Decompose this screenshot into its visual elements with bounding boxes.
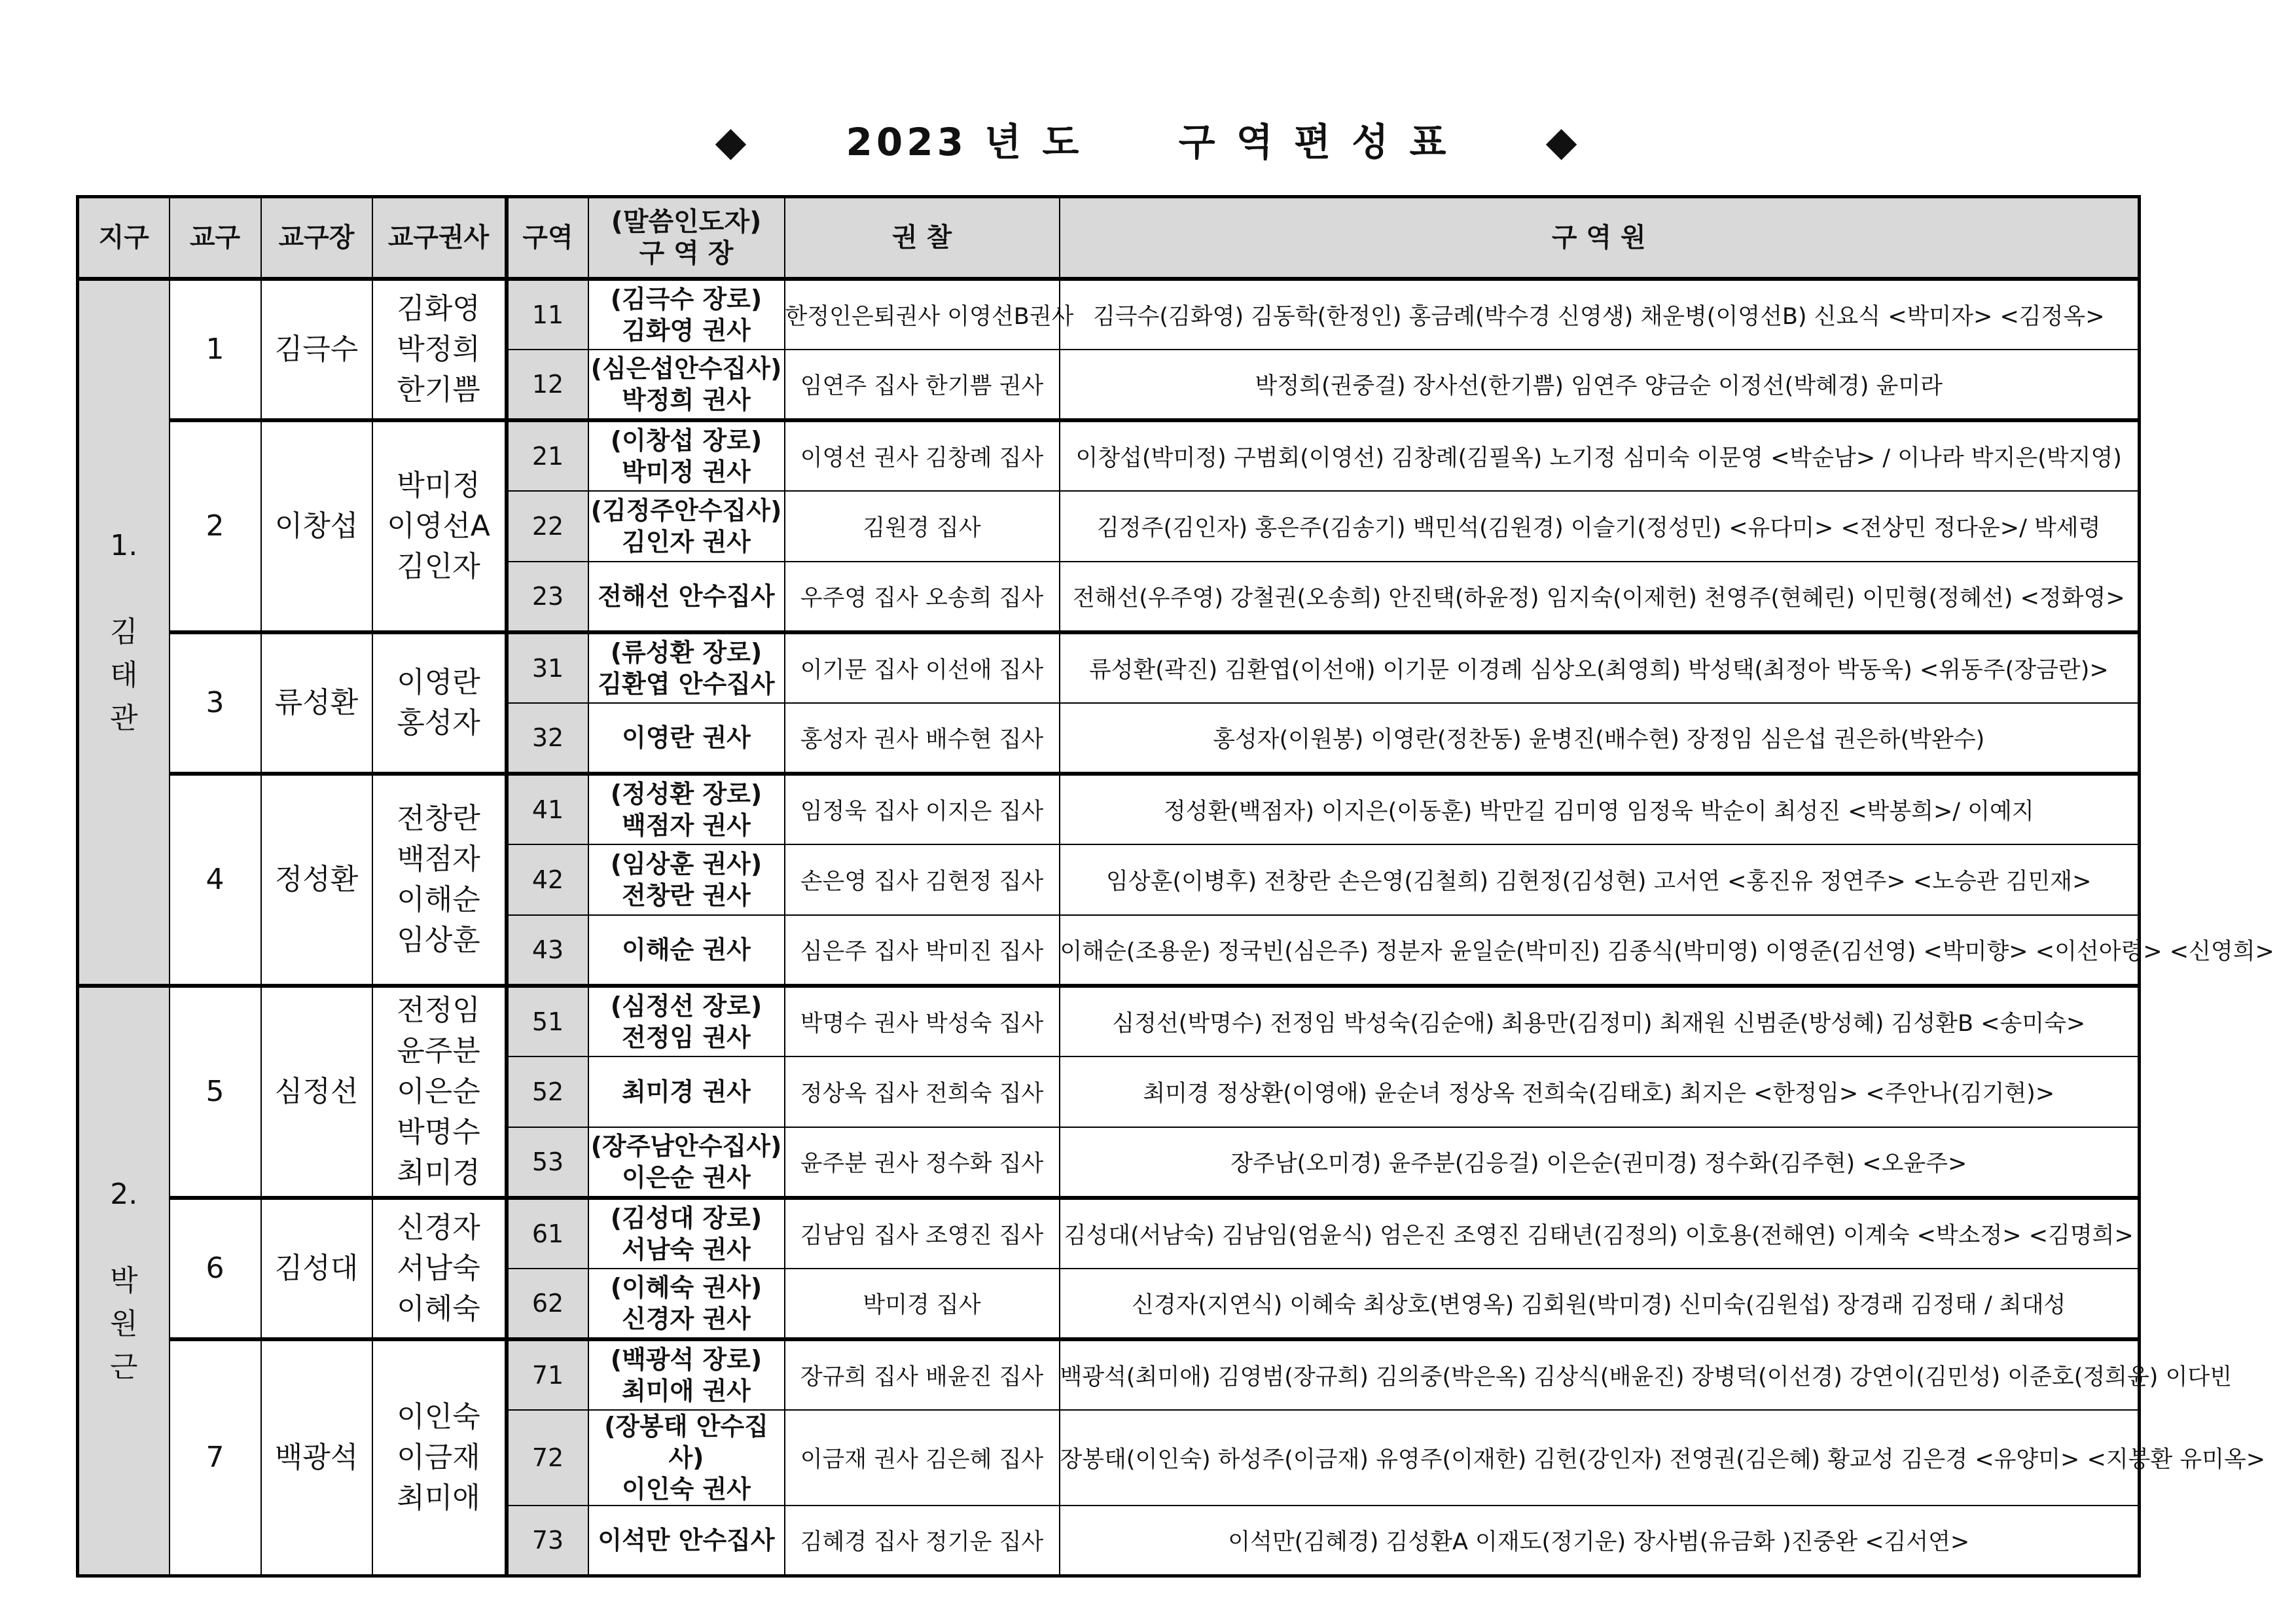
zone-visitation: 김혜경 집사 정기운 집사 bbox=[785, 1506, 1060, 1576]
table-row bbox=[78, 1198, 2140, 1269]
district-2: 2. 박 원 근 bbox=[78, 986, 170, 1576]
diamond-left-icon: ◆ bbox=[715, 117, 751, 165]
zone-no: 61 bbox=[507, 1198, 588, 1269]
parish-leader: 백광석 bbox=[261, 1339, 372, 1576]
zone-visitation: 김원경 집사 bbox=[785, 491, 1060, 562]
zone-leader: 전해선 안수집사 bbox=[588, 562, 785, 632]
zone-members: 김정주(김인자) 홍은주(김송기) 백민석(김원경) 이슬기(정성민) <유다미> <전상민 정다운>/ 박세령 bbox=[1060, 491, 2140, 562]
zone-leader: (류성환 장로) 김환엽 안수집사 bbox=[588, 632, 785, 703]
zone-leader: (백광석 장로) 최미애 권사 bbox=[588, 1339, 785, 1410]
header-district: 지구 bbox=[78, 197, 170, 279]
district-1: 1. 김 태 관 bbox=[78, 279, 170, 986]
zone-members: 김극수(김화영) 김동학(한정인) 홍금례(박수경 신영생) 채운병(이영선B) 신요식 <박미자> <김정옥> bbox=[1060, 279, 2140, 350]
parish-pastors: 이인숙 이금재 최미애 bbox=[372, 1339, 507, 1576]
zone-members: 정성환(백점자) 이지은(이동훈) 박만길 김미영 임정욱 박순이 최성진 <박봉희>/ 이예지 bbox=[1060, 774, 2140, 844]
zone-members: 신경자(지연식) 이혜숙 최상호(변영옥) 김회원(박미경) 신미숙(김원섭) 장경래 김정태 / 최대성 bbox=[1060, 1269, 2140, 1339]
table-row bbox=[78, 420, 2140, 491]
zone-visitation: 이기문 집사 이선애 집사 bbox=[785, 632, 1060, 703]
parish-pastors: 박미정 이영선A 김인자 bbox=[372, 420, 507, 632]
zone-members: 이창섭(박미정) 구범회(이영선) 김창례(김필옥) 노기정 심미숙 이문영 <박순남> / 이나라 박지은(박지영) bbox=[1060, 420, 2140, 491]
parish-leader: 류성환 bbox=[261, 632, 372, 774]
zone-leader: (김정주안수집사) 김인자 권사 bbox=[588, 491, 785, 562]
header-members: 구 역 원 bbox=[1060, 197, 2140, 279]
zone-members: 박정희(권중걸) 장사선(한기쁨) 임연주 양금순 이정선(박혜경) 윤미라 bbox=[1060, 350, 2140, 420]
table-row bbox=[78, 986, 2140, 1056]
zone-visitation: 김남임 집사 조영진 집사 bbox=[785, 1198, 1060, 1269]
zone-leader: (정성환 장로) 백점자 권사 bbox=[588, 774, 785, 844]
zone-no: 51 bbox=[507, 986, 588, 1056]
parish-leader: 정성환 bbox=[261, 774, 372, 986]
table-row bbox=[78, 279, 2140, 350]
zone-no: 41 bbox=[507, 774, 588, 844]
table-row bbox=[78, 632, 2140, 703]
zone-leader: (장주남안수집사) 이은순 권사 bbox=[588, 1127, 785, 1198]
zone-no: 72 bbox=[507, 1410, 588, 1506]
zone-members: 장주남(오미경) 윤주분(김응걸) 이은순(권미경) 정수화(김주현) <오윤주> bbox=[1060, 1127, 2140, 1198]
zone-visitation: 임정욱 집사 이지은 집사 bbox=[785, 774, 1060, 844]
diamond-right-icon: ◆ bbox=[1545, 117, 1581, 165]
zone-no: 22 bbox=[507, 491, 588, 562]
header-row bbox=[78, 197, 2140, 279]
parish-leader: 심정선 bbox=[261, 986, 372, 1198]
parish-pastors: 전정임 윤주분 이은순 박명수 최미경 bbox=[372, 986, 507, 1198]
zone-visitation: 손은영 집사 김현정 집사 bbox=[785, 844, 1060, 915]
zone-no: 43 bbox=[507, 915, 588, 986]
zone-no: 71 bbox=[507, 1339, 588, 1410]
zone-no: 52 bbox=[507, 1056, 588, 1127]
zone-leader: (김성대 장로) 서남숙 권사 bbox=[588, 1198, 785, 1269]
title-heading: 구 역 편 성 표 bbox=[1178, 120, 1450, 164]
zone-members: 심정선(박명수) 전정임 박성숙(김순애) 최용만(김정미) 최재원 신범준(방성혜) 김성환B <송미숙> bbox=[1060, 986, 2140, 1056]
zone-no: 42 bbox=[507, 844, 588, 915]
zone-members: 이석만(김혜경) 김성환A 이재도(정기운) 장사범(유금화 )진중완 <김서연> bbox=[1060, 1506, 2140, 1576]
zone-members: 백광석(최미애) 김영범(장규희) 김의중(박은옥) 김상식(배윤진) 장병덕(이선경) 강연이(김민성) 이준호(정희윤) 이다빈 bbox=[1060, 1339, 2140, 1410]
zone-no: 11 bbox=[507, 279, 588, 350]
zone-members: 임상훈(이병후) 전창란 손은영(김철희) 김현정(김성현) 고서연 <홍진유 정연주> <노승관 김민재> bbox=[1060, 844, 2140, 915]
table-row bbox=[78, 1339, 2140, 1410]
zone-no: 23 bbox=[507, 562, 588, 632]
zone-members: 홍성자(이원봉) 이영란(정찬동) 윤병진(배수현) 장정임 심은섭 권은하(박완수) bbox=[1060, 703, 2140, 774]
zone-leader: 이석만 안수집사 bbox=[588, 1506, 785, 1576]
zone-leader: (임상훈 권사) 전창란 권사 bbox=[588, 844, 785, 915]
zone-visitation: 이영선 권사 김창례 집사 bbox=[785, 420, 1060, 491]
zone-members: 장봉태(이인숙) 하성주(이금재) 유영주(이재한) 김헌(강인자) 전영권(김은혜) 황교성 김은경 <유양미> <지봉환 유미옥> bbox=[1060, 1410, 2140, 1506]
zone-table bbox=[76, 195, 2274, 1578]
zone-visitation: 임연주 집사 한기쁨 권사 bbox=[785, 350, 1060, 420]
table-row bbox=[78, 774, 2140, 844]
zone-no: 32 bbox=[507, 703, 588, 774]
zone-visitation: 윤주분 권사 정수화 집사 bbox=[785, 1127, 1060, 1198]
parish-pastors: 신경자 서남숙 이혜숙 bbox=[372, 1198, 507, 1339]
header-parish: 교구 bbox=[170, 197, 261, 279]
parish-leader: 김성대 bbox=[261, 1198, 372, 1339]
zone-visitation: 장규희 집사 배윤진 집사 bbox=[785, 1339, 1060, 1410]
parish-pastors: 전창란 백점자 이해순 임상훈 bbox=[372, 774, 507, 986]
zone-members: 전해선(우주영) 강철권(오송희) 안진택(하윤정) 임지숙(이제헌) 천영주(현혜린) 이민형(정혜선) <정화영> bbox=[1060, 562, 2140, 632]
zone-leader: (심은섭안수집사) 박정희 권사 bbox=[588, 350, 785, 420]
parish-no: 3 bbox=[170, 632, 261, 774]
parish-pastors: 김화영 박정희 한기쁨 bbox=[372, 279, 507, 420]
zone-visitation: 우주영 집사 오송희 집사 bbox=[785, 562, 1060, 632]
zone-visitation: 심은주 집사 박미진 집사 bbox=[785, 915, 1060, 986]
parish-no: 2 bbox=[170, 420, 261, 632]
zone-visitation: 이금재 권사 김은혜 집사 bbox=[785, 1410, 1060, 1506]
zone-no: 62 bbox=[507, 1269, 588, 1339]
zone-leader: 최미경 권사 bbox=[588, 1056, 785, 1127]
zone-members: 김성대(서남숙) 김남임(엄윤식) 엄은진 조영진 김태년(김정의) 이호용(전해연) 이계숙 <박소정> <김명희> bbox=[1060, 1198, 2140, 1269]
zone-leader: (장봉태 안수집사) 이인숙 권사 bbox=[588, 1410, 785, 1506]
parish-leader: 김극수 bbox=[261, 279, 372, 420]
title-year: 2023 년 도 bbox=[846, 120, 1083, 164]
zone-leader: (이혜숙 권사) 신경자 권사 bbox=[588, 1269, 785, 1339]
zone-members: 이해순(조용운) 정국빈(심은주) 정분자 윤일순(박미진) 김종식(박미영) 이영준(김선영) <박미향> <이선아령> <신영희> bbox=[1060, 915, 2140, 986]
page-title bbox=[0, 111, 2296, 166]
parish-no: 6 bbox=[170, 1198, 261, 1339]
parish-pastors: 이영란 홍성자 bbox=[372, 632, 507, 774]
header-zone: 구역 bbox=[507, 197, 588, 279]
zone-leader: (이창섭 장로) 박미정 권사 bbox=[588, 420, 785, 491]
zone-members: 류성환(곽진) 김환엽(이선애) 이기문 이경례 심상오(최영희) 박성택(최정아 박동욱) <위동주(장금란)> bbox=[1060, 632, 2140, 703]
parish-no: 4 bbox=[170, 774, 261, 986]
parish-no: 5 bbox=[170, 986, 261, 1198]
parish-leader: 이창섭 bbox=[261, 420, 372, 632]
zone-no: 53 bbox=[507, 1127, 588, 1198]
zone-no: 21 bbox=[507, 420, 588, 491]
zone-visitation: 박미경 집사 bbox=[785, 1269, 1060, 1339]
zone-no: 12 bbox=[507, 350, 588, 420]
zone-leader: 이해순 권사 bbox=[588, 915, 785, 986]
zone-visitation: 한정인은퇴권사 이영선B권사 bbox=[785, 279, 1060, 350]
zone-visitation: 정상옥 집사 전희숙 집사 bbox=[785, 1056, 1060, 1127]
header-parish-leader: 교구장 bbox=[261, 197, 372, 279]
zone-leader: (심정선 장로) 전정임 권사 bbox=[588, 986, 785, 1056]
header-zone-leader: (말씀인도자) 구 역 장 bbox=[588, 197, 785, 279]
zone-visitation: 박명수 권사 박성숙 집사 bbox=[785, 986, 1060, 1056]
parish-no: 7 bbox=[170, 1339, 261, 1576]
zone-no: 31 bbox=[507, 632, 588, 703]
zone-members: 최미경 정상환(이영애) 윤순녀 정상옥 전희숙(김태호) 최지은 <한정임> <주안나(김기현)> bbox=[1060, 1056, 2140, 1127]
parish-no: 1 bbox=[170, 279, 261, 420]
zone-no: 73 bbox=[507, 1506, 588, 1576]
zone-leader: (김극수 장로) 김화영 권사 bbox=[588, 279, 785, 350]
header-parish-pastor: 교구권사 bbox=[372, 197, 507, 279]
header-visitation: 권 찰 bbox=[785, 197, 1060, 279]
zone-visitation: 홍성자 권사 배수현 집사 bbox=[785, 703, 1060, 774]
zone-leader: 이영란 권사 bbox=[588, 703, 785, 774]
